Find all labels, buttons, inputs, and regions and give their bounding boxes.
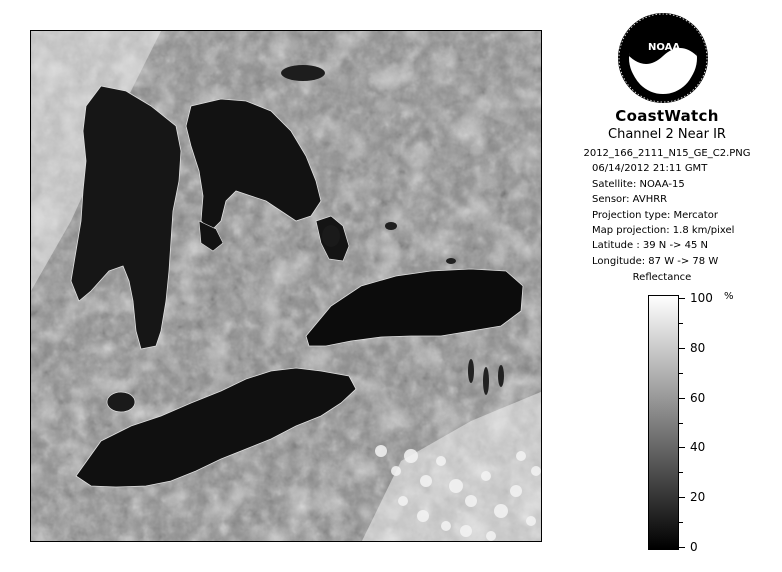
colorbar-unit: % [724, 291, 734, 302]
small-lake [498, 365, 504, 387]
colorbar-tick-label: 0 [690, 540, 698, 554]
colorbar-tick-label: 20 [690, 490, 706, 505]
channel-subtitle: Channel 2 Near IR [608, 127, 726, 142]
sensor-text: Sensor: AVHRR [592, 194, 668, 206]
small-lake [483, 367, 489, 395]
projection-type-text: Projection type: Mercator [592, 209, 718, 221]
colorbar-minor-tick [679, 472, 683, 473]
colorbar-tick-label: 80 [690, 340, 706, 355]
colorbar-minor-tick [679, 323, 683, 324]
longitude-text: Longitude: 87 W -> 78 W [592, 255, 719, 267]
satellite-image [30, 30, 542, 542]
colorbar-minor-tick [679, 522, 683, 523]
colorbar-tick-label: 100 [690, 291, 713, 305]
lake-simcoe [322, 225, 340, 247]
info-panel [552, 0, 782, 572]
colorbar-legend [648, 295, 679, 550]
colorbar-title: Reflectance [632, 272, 692, 283]
satellite-text: Satellite: NOAA-15 [592, 178, 685, 190]
small-lake [385, 222, 397, 230]
latitude-text: Latitude : 39 N -> 45 N [592, 240, 708, 252]
small-lake [468, 359, 474, 383]
colorbar-tick [679, 298, 685, 299]
colorbar-tick [679, 348, 685, 349]
colorbar-tick-label: 40 [690, 440, 706, 455]
filename-text: 2012_166_2111_N15_GE_C2.PNG [583, 148, 751, 159]
lake-st-clair [107, 392, 135, 412]
map-projection-text: Map projection: 1.8 km/pixel [592, 225, 735, 237]
small-lake [446, 258, 456, 264]
app-title: CoastWatch [615, 107, 719, 125]
colorbar-tick [679, 447, 685, 448]
colorbar-tick [679, 547, 685, 548]
noaa-logo-text: NOAA [648, 42, 681, 53]
colorbar-minor-tick [679, 423, 683, 424]
noaa-logo-icon [617, 12, 709, 104]
colorbar-tick [679, 497, 685, 498]
colorbar-minor-tick [679, 373, 683, 374]
datetime-text: 06/14/2012 21:11 GMT [592, 163, 708, 175]
colorbar-tick-label: 60 [690, 390, 706, 405]
metadata-block [552, 146, 782, 269]
lake-nipissing [281, 65, 325, 81]
great-lakes-map [31, 31, 542, 542]
colorbar-tick [679, 398, 685, 399]
